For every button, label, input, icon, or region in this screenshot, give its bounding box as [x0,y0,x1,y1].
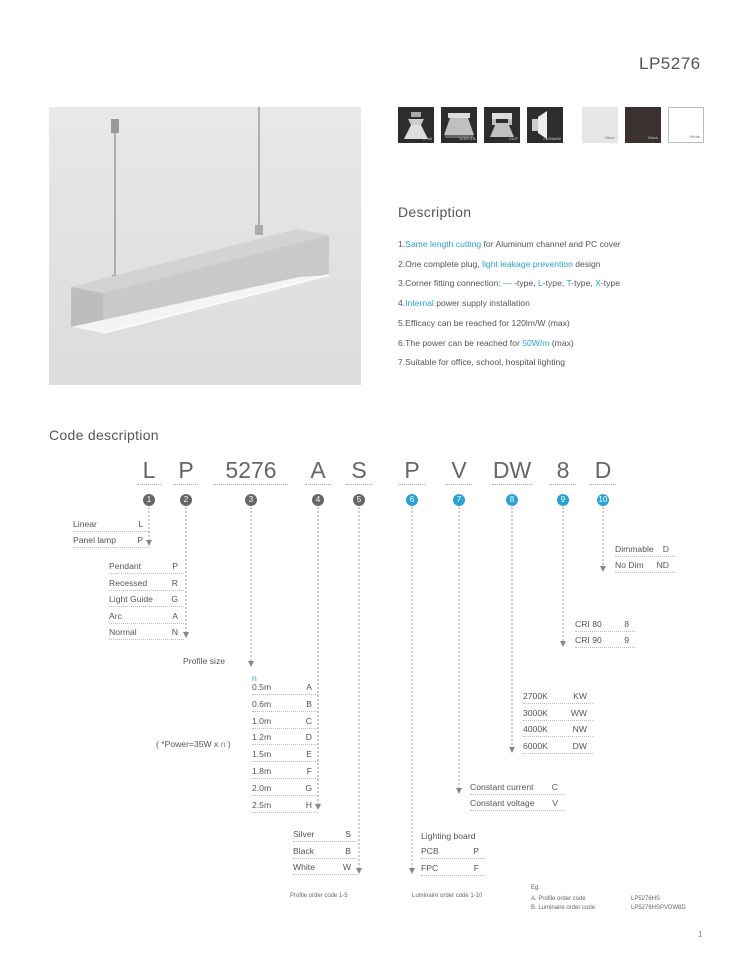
example-b-label: B. Luminaire order code [531,905,596,911]
description-segment: 6.The power can be reached for [398,337,523,348]
sizes-option-code: E [306,749,312,760]
lighting-board-title: Lighting board [421,831,476,841]
type-option-code: P [137,534,143,545]
description-segment: for Aluminum channel and PC cover [481,239,621,249]
clip-label: CLIP [509,136,518,141]
code-letter: DW [492,457,532,483]
code-letter: 5276 [225,457,277,483]
code-number-badge: 6 [406,494,418,506]
description-segment: (max) [549,337,574,348]
cct-option-code: KW [573,691,587,701]
code-letter: V [451,457,467,483]
cri-option-code: 9 [624,635,629,645]
description-segment: light leakage prevention [482,258,573,269]
finish-option-label: White [293,862,315,872]
type-option-label: Linear [73,519,97,529]
n-label: n [252,673,257,683]
example-a-label: A. Profile order code [531,896,586,902]
description-segment: T [566,278,572,289]
code-number-badge: 8 [506,494,518,506]
board-option [421,863,485,876]
mount-option [109,627,184,640]
code-letter: A [310,457,326,483]
driver-option-label: Constant current [470,782,534,792]
silver-label: Silver [604,135,615,140]
power-note-text: ( *Power=35W x [156,739,221,749]
cri-option [575,619,635,632]
profile-size-label: Profile size [183,656,226,666]
description-segment: -type, [571,278,596,289]
sizes-option [252,682,318,695]
mount-option [109,561,184,574]
type-option-label: Panel lamp [73,534,116,545]
mount-option [109,611,184,624]
description-segment: 3.Corner fitting connection: [398,278,504,289]
sizes-option-label: 0.5m [252,682,272,692]
description-segment: 5.Efficacy can be reached for 120lm/W (max) [398,317,570,328]
cri-option-code: 8 [624,619,629,629]
board-option-code: F [473,862,479,873]
cct-option-label: 3000K [523,707,548,718]
luminaire-order-note: Luminaire order code 1-10 [412,893,483,899]
code-number-badge: 1 [143,494,155,506]
dim-option [615,560,675,573]
finish-option-code: W [342,862,351,872]
description-segment: 50W/m [522,337,550,348]
sizes-option-label: 1.8m [252,766,272,776]
finish-option [293,862,357,875]
sizes-option-label: 2.5m [252,799,272,810]
cct-option [523,708,593,721]
type-option [73,535,149,548]
mount-option-code: G [171,594,178,604]
sizes-option [252,732,318,745]
sizes-option-label: 1.0m [252,715,272,726]
mount-option-label: Arc [109,610,122,621]
board-option [421,846,485,859]
description-segment: design [572,258,601,269]
driver-option [470,782,564,795]
profile-order-note: Profile order code 1-5 [290,893,348,899]
dim-option [615,544,675,557]
dim-option-code: D [662,544,669,554]
finish-option-label: Silver [293,829,315,839]
driver-option-code: C [551,782,558,792]
code-letter: P [178,457,194,483]
sizes-option-label: 1.2m [252,732,272,743]
description-segment: X [595,278,601,289]
code-letter: S [351,457,367,483]
code-letter: L [142,457,156,483]
efficacy-label: >100lm/W [542,136,561,141]
power-note-n: n [220,739,226,749]
sizes-option [252,749,318,762]
sizes-option-label: 0.6m [252,698,272,709]
mount-option [109,594,184,607]
code-description-title: Code description [49,427,159,443]
code-number-badge: 4 [312,494,324,506]
description-segment: — [503,278,512,289]
mount-option-label: Pendant [109,561,142,571]
description-segment: 1. [398,239,406,249]
white-label: White [689,134,700,139]
power-note [156,739,231,749]
mount-option-code: N [171,627,178,637]
code-number-badge: 5 [353,494,365,506]
cct-option-code: DW [572,740,587,751]
description-segment: 4. [398,298,406,309]
code-number-badge: 9 [557,494,569,506]
power-note-close: ) [225,739,231,749]
sizes-option-code: H [305,799,312,810]
description-segment: Internal [405,298,434,309]
sizes-option [252,716,318,729]
mount-option-code: R [171,577,178,588]
example-a-value: LP5276HS [631,896,661,902]
sizes-option [252,699,318,712]
mount-option-code: P [172,561,178,571]
example-b-value: LP5276HSPVDW8D [631,905,686,911]
dim-option-code: ND [656,560,669,570]
cri-option-label: CRI 80 [575,619,602,629]
sizes-option-label: 1.5m [252,749,272,760]
sizes-option-code: F [306,766,312,776]
description-segment: L [537,278,543,289]
description-segment: -type [600,278,620,289]
mount-option-label: Recessed [109,577,148,588]
type-option-code: L [138,519,143,529]
dim-option-label: Dimmable [615,544,654,554]
finish-option [293,829,357,842]
cct-option-code: NW [572,724,587,734]
mount-option-label: Light Guide [109,594,153,604]
sizes-option-code: D [305,732,312,743]
driver-option [470,798,564,811]
page-number: 1 [698,930,703,939]
code-number-badge: 10 [598,495,608,504]
code-letter: D [594,457,612,483]
description-title: Description [398,204,472,220]
mount-option-label: Normal [109,627,137,637]
description-segment: power supply installation [433,298,530,309]
cri-option [575,635,635,648]
ugr19-label: UGR<19 [459,136,475,141]
mount-option [109,578,184,591]
cct-option [523,724,593,737]
code-number-badge: 2 [180,494,192,506]
sizes-option-code: A [306,682,312,692]
description-segment: -type, [511,278,538,289]
dim-option-label: No Dim [615,560,644,570]
sizes-option [252,766,318,779]
code-number-badge: 3 [245,494,257,506]
finish-option-label: Black [293,845,315,856]
description-segment: Same length cutting [405,239,482,249]
code-letter: P [404,457,420,483]
board-option-label: PCB [421,846,439,856]
description-segment: 2.One complete plug, [398,258,483,269]
driver-option-code: V [552,798,558,809]
cri-option-label: CRI 90 [575,635,602,645]
mount-option-code: A [172,610,178,621]
code-letter: 8 [556,457,570,483]
description-segment: 7.Suitable for office, school, hospital lighting [398,357,566,368]
type-option [73,519,149,532]
black-label: Black [648,135,658,140]
ip40-label: IP 40 [422,136,432,141]
sizes-option-code: G [305,782,312,793]
cct-option-code: WW [570,707,587,718]
cct-option [523,741,593,754]
cct-option [523,691,593,704]
example-title: Eg: [531,885,541,891]
sizes-option [252,800,318,813]
sizes-option-code: C [305,715,312,726]
cct-option-label: 2700K [523,691,548,701]
code-number-badge: 7 [453,494,465,506]
driver-option-label: Constant voltage [470,798,535,809]
sizes-option-code: B [306,698,312,709]
sizes-option-label: 2.0m [252,782,272,793]
finish-option [293,846,357,859]
board-option-label: FPC [421,862,439,873]
finish-option-code: S [345,829,351,839]
description-segment: -type, [542,278,567,289]
cct-option-label: 4000K [523,724,548,734]
sizes-option [252,783,318,796]
finish-option-code: B [345,845,351,856]
cct-option-label: 6000K [523,740,548,751]
model-title: LP5276 [639,54,701,73]
board-option-code: P [473,846,479,856]
